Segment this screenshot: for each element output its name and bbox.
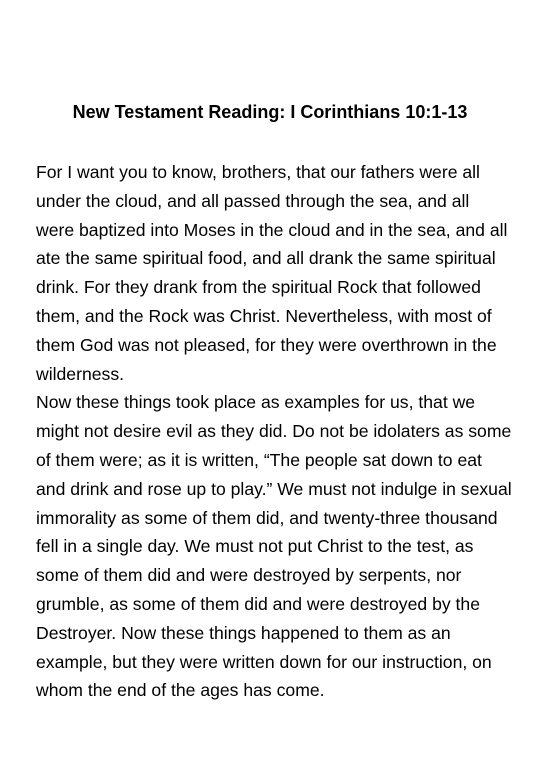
scripture-text <box>36 158 512 705</box>
paragraph-1: For I want you to know, brothers, that our fathers were all under the cloud, and all passed through the sea, and all were baptized into Moses in the cloud and in the sea, and all ate the same spiritual food, and all drank the same spiritual drink. For they drank from the spiritual Rock that followed them, and the Rock was Christ. Nevertheless, with most of them God was not pleased, for they were overthrown in the wilderness. <box>36 162 508 384</box>
paragraph-2: Now these things took place as examples for us, that we might not desire evil as they did. Do not be idolaters as some of them were; as it is written, “The people sat down to eat and drink and rose up to play.” We must not indulge in sexual immorality as some of them did, and twenty-three thousand fell in a single day. We must not put Christ to the test, as some of them did and were destroyed by serpents, nor grumble, as some of them did and were destroyed by the Destroyer. Now these things happened to them as an example, but they were written down for our instruction, on whom the end of the ages has come. <box>36 392 512 701</box>
page-title: New Testament Reading: I Corinthians 10:1-13 <box>72 102 468 122</box>
